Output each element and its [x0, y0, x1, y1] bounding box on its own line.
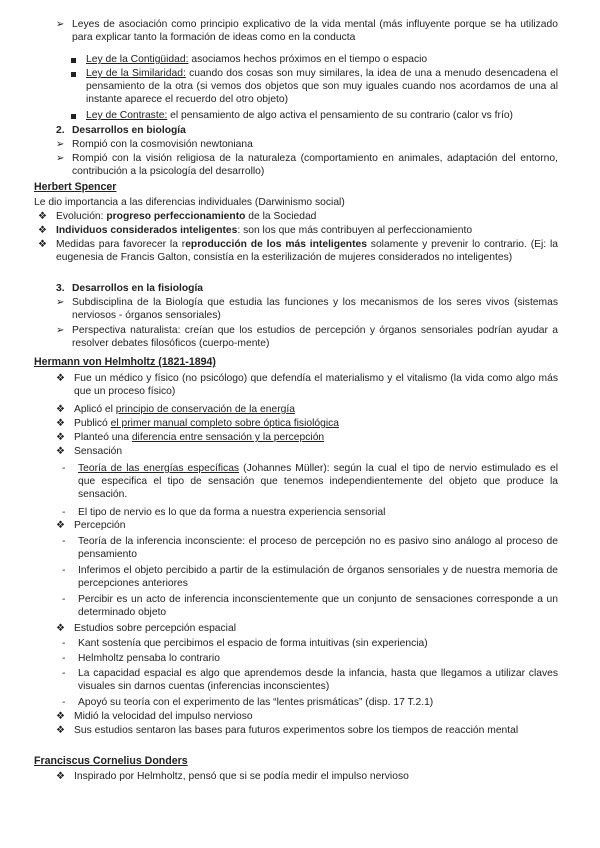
evolucion-bold: progreso perfeccionamiento: [106, 211, 246, 222]
arrow-bullet-icon: ➢: [56, 153, 65, 164]
individuos-post: : son los que más contribuyen al perfeccionamiento: [237, 225, 473, 236]
helmholtz-heading: Hermann von Helmholtz (1821-1894): [34, 356, 216, 368]
medidas-post: solamente y prevenir lo contrario. (Ej: la eugenesia de Francis Galton, consistía en la esterilización de mujeres considerados no inteligentes): [56, 239, 558, 264]
contiguidad-label: Ley de la Contigüidad:: [86, 54, 189, 65]
espacial-heading: Estudios sobre percepción espacial: [74, 623, 236, 634]
fisio-heading: Desarrollos en la fisiología: [72, 283, 204, 294]
evolucion-post: de la Sociedad: [245, 211, 317, 222]
bio-item-1: Rompió con la cosmovisión newtoniana: [72, 139, 253, 150]
planteo-item: [74, 431, 324, 444]
contiguidad-text: asociamos hechos próximos en el tiempo o espacio: [188, 54, 428, 65]
percepcion-item-2: Inferimos el objeto percibido a partir de la estimulación de órganos sensoriales y de nuestra memoria de percepciones anteriores: [78, 565, 558, 590]
diamond-bullet-icon: ❖: [38, 211, 47, 222]
fisio-item-2: Perspectiva naturalista: creían que los estudios de percepción y órganos sensoriales podrían ayudar a resolver debates filosóficos (cuerpo-mente): [72, 325, 558, 350]
diamond-bullet-icon: ❖: [56, 432, 65, 443]
aplico-underline: principio de conservación de la energía: [115, 404, 295, 415]
nervio-item: El tipo de nervio es lo que da forma a nuestra experiencia sensorial: [78, 507, 386, 518]
similaridad-label: Ley de la Similaridad:: [86, 68, 186, 79]
evolucion-pre: Evolución:: [56, 211, 107, 222]
evolucion-item: [56, 210, 316, 223]
dash-bullet-icon: -: [62, 668, 66, 679]
spencer-heading: Herbert Spencer: [34, 181, 117, 193]
percepcion-heading: Percepción: [74, 520, 126, 531]
square-bullet-icon: [71, 114, 76, 119]
dash-bullet-icon: -: [62, 463, 66, 474]
diamond-bullet-icon: ❖: [56, 404, 65, 415]
contiguidad-item: [86, 53, 427, 66]
teoria-underline: Teoría de las energías específicas: [78, 463, 240, 474]
diamond-bullet-icon: ❖: [56, 623, 65, 634]
individuos-bold: Individuos considerados inteligentes: [56, 225, 238, 236]
aplico-item: [74, 403, 295, 416]
bio-item-2: Rompió con la visión religiosa de la naturaleza (comportamiento en animales, adaptación del entorno, contribución a la psicología del desarrollo): [72, 153, 558, 178]
diamond-bullet-icon: ❖: [38, 239, 47, 250]
dash-bullet-icon: -: [62, 536, 66, 547]
estudios-item: Sus estudios sentaron las bases para futuros experimentos sobre los tiempos de reacción mental: [74, 725, 519, 736]
aplico-pre: Aplicó el: [74, 404, 116, 415]
inspirado-item: Inspirado por Helmholtz, pensó que si se podía medir el impulso nervioso: [74, 771, 409, 782]
diamond-bullet-icon: ❖: [56, 520, 65, 531]
bio-number: 2.: [56, 125, 65, 136]
diamond-bullet-icon: ❖: [56, 373, 65, 384]
asociacion-text: Leyes de asociación como principio explicativo de la vida mental (más influyente porque se ha utilizado para explicar tanto la formación de ideas como en la conducta: [72, 19, 558, 44]
arrow-bullet-icon: ➢: [56, 297, 65, 308]
espacial-item-1: Kant sostenía que percibimos el espacio de forma intuitivas (sin experiencia): [78, 638, 428, 649]
dash-bullet-icon: -: [62, 638, 66, 649]
fisio-item-1: Subdisciplina de la Biología que estudia las funciones y los mecanismos de los seres vivos (sistemas nerviosos - órganos sensoriales): [72, 297, 558, 322]
diamond-bullet-icon: ❖: [38, 225, 47, 236]
square-bullet-icon: [71, 72, 76, 77]
teoria-post: (Johannes Müller): según la cual el tipo de nervio estimulado es el que especifica el tipo de sensación que tenemos independientemente del objeto que produce la sensación.: [78, 463, 559, 501]
contraste-label: Ley de Contraste:: [86, 110, 168, 121]
dash-bullet-icon: -: [62, 565, 66, 576]
donders-heading: Franciscus Cornelius Donders: [34, 755, 188, 767]
medidas-bold: eproducción de los más inteligentes: [185, 239, 367, 250]
diamond-bullet-icon: ❖: [56, 725, 65, 736]
arrow-bullet-icon: ➢: [56, 139, 65, 150]
fisio-number: 3.: [56, 283, 65, 294]
planteo-underline: diferencia entre sensación y la percepción: [131, 432, 325, 443]
medidas-item: [56, 238, 558, 264]
medico-item: Fue un médico y físico (no psicólogo) que defendía el materialismo y el vitalismo (la vida como algo más que un proceso físico): [74, 373, 558, 398]
espacial-item-2: Helmholtz pensaba lo contrario: [78, 653, 220, 664]
arrow-bullet-icon: ➢: [56, 19, 65, 30]
dash-bullet-icon: -: [62, 697, 66, 708]
bio-heading: Desarrollos en biología: [72, 125, 186, 136]
percepcion-item-3: Percibir es un acto de inferencia inconscientemente que un conjunto de sensaciones corresponde a un determinado objeto: [78, 594, 558, 619]
dash-bullet-icon: -: [62, 507, 66, 518]
teoria-item: [78, 462, 558, 501]
sensacion-heading: Sensación: [74, 446, 123, 457]
arrow-bullet-icon: ➢: [56, 325, 65, 336]
diamond-bullet-icon: ❖: [56, 771, 65, 782]
similaridad-text: cuando dos cosas son muy similares, la idea de una a menudo desencadena el pensamiento de la otra (si vemos dos objetos que son muy iguales cuando nos acordamos de una al instante aparece el recuerdo del otro objeto): [86, 68, 558, 106]
square-bullet-icon: [71, 58, 76, 63]
percepcion-item-1: Teoría de la inferencia inconsciente: el proceso de percepción no es pasivo sino análogo al proceso de pensamiento: [78, 536, 558, 561]
individuos-item: [56, 224, 472, 237]
espacial-item-3: La capacidad espacial es algo que aprendemos desde la infancia, hasta que llegamos a utilizar claves visuales sin darnos cuentas (inferencias inconscientes): [78, 668, 558, 693]
planteo-pre: Planteó una: [74, 432, 132, 443]
midio-item: Midió la velocidad del impulso nervioso: [74, 711, 253, 722]
publico-pre: Publicó: [74, 418, 111, 429]
diamond-bullet-icon: ❖: [56, 418, 65, 429]
spencer-intro: Le dio importancia a las diferencias individuales (Darwinismo social): [34, 197, 345, 208]
contraste-text: el pensamiento de algo activa el pensamiento de su contrario (calor vs frío): [167, 110, 513, 121]
publico-underline: el primer manual completo sobre óptica fisiológica: [110, 418, 339, 429]
espacial-item-4: Apoyó su teoría con el experimento de las “lentes prismáticas” (disp. 17 T.2.1): [78, 697, 434, 708]
publico-item: [74, 417, 339, 430]
dash-bullet-icon: -: [62, 653, 66, 664]
diamond-bullet-icon: ❖: [56, 446, 65, 457]
similaridad-item: [86, 67, 558, 106]
contraste-item: [86, 109, 513, 122]
dash-bullet-icon: -: [62, 594, 66, 605]
diamond-bullet-icon: ❖: [56, 711, 65, 722]
medidas-pre: Medidas para favorecer la r: [56, 239, 186, 250]
